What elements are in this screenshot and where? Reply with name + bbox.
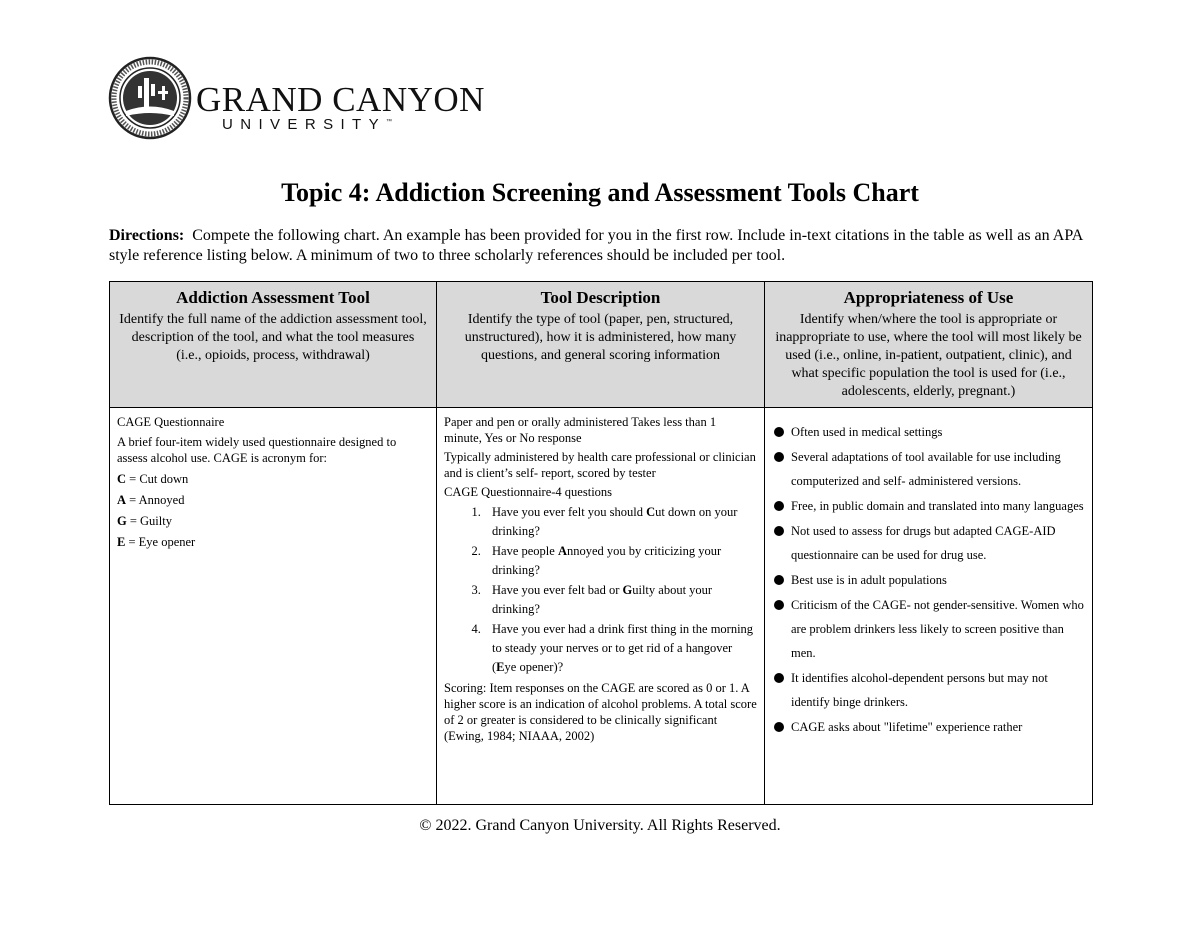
university-seal-icon <box>108 56 192 140</box>
acronym-line <box>117 471 429 488</box>
header-title: Addiction Assessment Tool <box>176 288 370 307</box>
bullet-icon <box>774 452 784 462</box>
question-text: ye opener)? <box>504 660 564 674</box>
question-key-letter: G <box>622 583 633 597</box>
tool-name: CAGE Questionnaire <box>117 415 225 429</box>
directions-text: Compete the following chart. An example has been provided for you in the first row. Include in-text citations in the table as well as an APA style reference listing below. A minimum of two to three scholarly references should be included per tool. <box>109 227 1083 264</box>
header-title: Appropriateness of Use <box>843 288 1014 307</box>
cell-assessment-tool <box>110 408 437 805</box>
list-item <box>772 666 1085 714</box>
question-count-text: CAGE Questionnaire-4 questions <box>444 485 613 499</box>
bullet-icon <box>774 575 784 585</box>
header-appropriateness <box>765 282 1093 408</box>
directions-label: Directions: <box>109 227 185 244</box>
bullet-text: Criticism of the CAGE- not gender-sensitive. Women who are problem drinkers less likely to screen positive than men. <box>791 598 1084 660</box>
list-item <box>772 519 1085 567</box>
list-item <box>484 581 757 619</box>
header-title: Tool Description <box>540 288 661 307</box>
bullet-icon <box>774 427 784 437</box>
list-item <box>772 593 1085 665</box>
question-text: nnoyed you by criticizing your drinking? <box>492 544 722 577</box>
acronym-line <box>117 492 429 509</box>
administration-text: Paper and pen or orally administered Takes less than 1 minute, Yes or No response <box>444 415 717 445</box>
question-text: ut down on your drinking? <box>492 505 738 538</box>
bullet-text: Several adaptations of tool available for use including computerized and self- administered versions. <box>791 450 1061 488</box>
bullet-text: Often used in medical settings <box>791 425 943 439</box>
question-text: Have you ever had a drink first thing in the morning to steady your nerves or to get rid of a hangover ( <box>492 622 754 674</box>
appropriateness-list <box>772 420 1085 739</box>
acronym-letter: A <box>117 493 127 507</box>
header-tool-description <box>437 282 765 408</box>
acronym-letter: C <box>117 472 127 486</box>
assessment-tools-table <box>109 281 1093 805</box>
bullet-icon <box>774 722 784 732</box>
question-key-letter: C <box>646 505 656 519</box>
cell-appropriateness <box>765 408 1093 805</box>
list-item <box>484 620 757 677</box>
header-description: Identify the type of tool (paper, pen, structured, unstructured), how it is administered, how many questions, and general scoring information <box>464 312 737 363</box>
header-description: Identify when/where the tool is appropriate or inappropriate to use, where the tool will most likely be used (i.e., online, in-patient, outpatient, clinic), and what specific population the tool is used for (i.e., adolescents, elderly, pregnant.) <box>775 312 1082 399</box>
copyright-footer: © 2022. Grand Canyon University. All Rights Reserved. <box>419 817 781 834</box>
brand-name: GRAND CANYON <box>196 80 485 119</box>
question-key-letter: A <box>557 544 567 558</box>
list-item <box>772 715 1085 739</box>
question-key-letter: E <box>496 660 505 674</box>
question-list <box>444 503 757 677</box>
list-item <box>484 503 757 541</box>
acronym-line <box>117 513 429 530</box>
bullet-text: It identifies alcohol-dependent persons but may not identify binge drinkers. <box>791 671 1048 709</box>
acronym-meaning: = Eye opener <box>125 535 196 549</box>
university-logo <box>108 56 488 140</box>
acronym-meaning: = Annoyed <box>126 493 185 507</box>
acronym-meaning: = Cut down <box>126 472 189 486</box>
header-description: Identify the full name of the addiction assessment tool, description of the tool, and what the tool measures (i.e., opioids, process, withdrawal) <box>119 312 427 363</box>
administrator-text: Typically administered by health care professional or clinician and is client’s self- report, scored by tester <box>444 450 756 480</box>
tool-description: A brief four-item widely used questionnaire designed to assess alcohol use. CAGE is acronym for: <box>117 435 397 465</box>
list-item <box>772 494 1085 518</box>
acronym-letter: E <box>117 535 126 549</box>
question-text: Have people <box>492 544 558 558</box>
page-title: Topic 4: Addiction Screening and Assessment Tools Chart <box>281 178 919 207</box>
table-row <box>110 408 1093 805</box>
table-header-row <box>110 282 1093 408</box>
trademark-mark: ™ <box>386 119 393 125</box>
cell-tool-description <box>437 408 765 805</box>
question-text: uilty about your drinking? <box>492 583 713 616</box>
bullet-icon <box>774 673 784 683</box>
list-item <box>772 420 1085 444</box>
list-item <box>772 445 1085 493</box>
bullet-icon <box>774 600 784 610</box>
brand-subtitle <box>222 116 392 133</box>
acronym-line <box>117 534 429 551</box>
question-text: Have you ever felt bad or <box>492 583 623 597</box>
brand-subtitle-text: UNIVERSITY <box>222 116 387 133</box>
acronym-meaning: = Guilty <box>126 514 172 528</box>
bullet-icon <box>774 501 784 511</box>
bullet-text: CAGE asks about "lifetime" experience rather <box>791 720 1023 734</box>
directions <box>109 226 1094 266</box>
list-item <box>772 568 1085 592</box>
bullet-icon <box>774 526 784 536</box>
bullet-text: Not used to assess for drugs but adapted CAGE-AID questionnaire can be used for drug use. <box>791 524 1056 562</box>
bullet-text: Free, in public domain and translated into many languages <box>791 499 1084 513</box>
bullet-text: Best use is in adult populations <box>791 573 947 587</box>
list-item <box>484 542 757 580</box>
acronym-letter: G <box>117 514 127 528</box>
scoring-text: Scoring: Item responses on the CAGE are scored as 0 or 1. A higher score is an indication of alcohol problems. A total score of 2 or greater is considered to be clinically significant (Ewing, 1984; NIAAA, 2002) <box>444 681 757 743</box>
header-assessment-tool <box>110 282 437 408</box>
question-text: Have you ever felt you should <box>492 505 647 519</box>
